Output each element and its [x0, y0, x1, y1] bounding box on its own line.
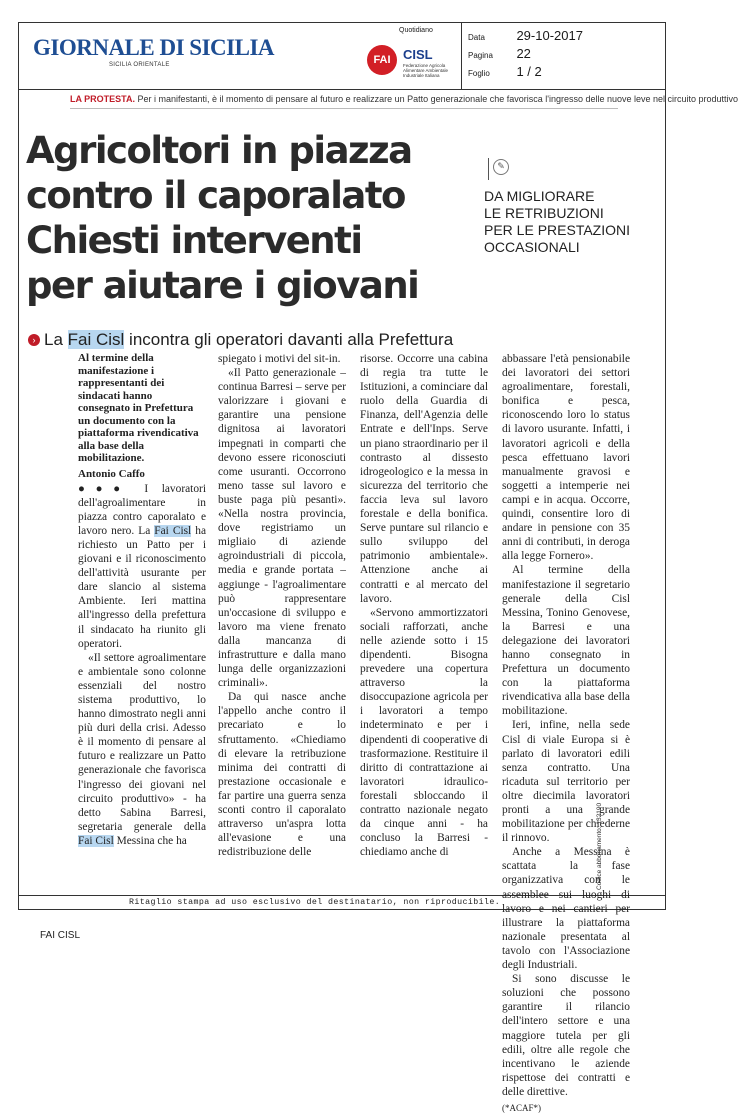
info-data-row [468, 27, 583, 45]
subhead-suffix: incontra gli operatori davanti alla Prefettura [124, 330, 454, 349]
data-label: Data [468, 33, 485, 42]
article-paragraph-4-cont: risorse. Occorre una cabina di regia tra tutte le Istituzioni, a cominciare dal ruolo della Guardia di Finanza, dell'Agenzia delle Entrate e dell'Inps. Serve un piano straordinario per il contrasto al dissesto idrogeologico e la messa in sicurezza del territorio che faccia leva sul lavoro forestale e della bonifica. Serve puntare sul rilancio e sullo sviluppo del patrimonio ambientale». Attenzione anche ai contratti e al mercato del lavoro. [360, 353, 488, 605]
masthead [19, 23, 665, 90]
quotidiano-label: Quotidiano [399, 27, 433, 34]
headline-line-1: Agricoltori in piazza [26, 129, 412, 172]
p1-text-b: ha richiesto un Patto per i giovani e il riconoscimento dell'attività usurante per dare slancio al sistema Ambiente. Ieri mattina all'ingresso della prefettura il sindacato ha riunito gli operatori. [78, 524, 207, 650]
newspaper-logo [33, 35, 274, 68]
subhead-highlight: Fai Cisl [67, 330, 125, 349]
data-value: 29-10-2017 [516, 28, 583, 43]
article-column-3 [360, 352, 488, 859]
paperclip-icon: ✎ [488, 158, 511, 180]
article-paragraph-2-cont: spiegato i motivi del sit-in. [218, 353, 341, 365]
side-note-line-1: DA MIGLIORARE [484, 188, 595, 204]
p2-text-a: «Il settore agroalimentare e ambientale sono colonne essenziali del nostro sistema produttivo, lo hanno dimostrato negli anni più duri della crisi. Adesso è il momento di pensare al futuro e realizzare un Patto generazionale che favorisca l'ingresso dei giovani nel circuito produttivo» - ha detto Sabina Barresi, segretaria generale della [78, 651, 206, 833]
subscription-code: Codice abbonamento: 132190 [596, 802, 603, 890]
subheadline [28, 330, 453, 350]
page-label: FAI CISL [40, 930, 81, 941]
article-paragraph-5-cont: abbassare l'età pensionabile dei lavoratori dei settori agroalimentare, forestali, bonifica e pesca, riconoscendo loro lo status di lavoro usurante. Infatti, i lavoratori agricoli e della pesca effettuano lavori manualmente gravosi e soggetti a intemperie nei campi e in acqua. Occorre, quindi, consentire loro di andare in pensione con 35 anni di contributi, in deroga alla legge Fornero». [502, 353, 630, 563]
category-label: LA PROTESTA. [70, 94, 135, 104]
article-paragraph-3: «Il Patto generazionale – continua Barresi – serve per valorizzare i giovani e garantire una pensione dignitosa ai lavoratori impegnati in comparti che devono essere riconosciuti come usuranti. Occorrono meno tasse sul lavoro e buste paga più pesanti». «Nella nostra provincia, dove registriamo un migliaio di aziende agroindustriali di piccola, media e grande portata – aggiunge - l'agroalimentare può rappresentare un'occasione di sviluppo e lavoro ma viene frenato dalla mancanza di infrastrutture e dalla mano lunga delle organizzazioni criminali». [218, 367, 346, 690]
article-paragraph-7: Ieri, infine, nella sede Cisl di viale Europa si è parlato di lavoratori edili senza contratto. Una ricaduta sul territorio per oltre diecimila lavoratori pronti a una grande mobilitazione per chiederne il rinnovo. [502, 719, 630, 845]
headline-line-4: per aiutare i giovani [26, 264, 419, 307]
article-paragraph-1 [78, 482, 206, 651]
article-column-2 [218, 352, 346, 859]
article-signature: (*ACAF*) [502, 1102, 542, 1113]
article-paragraph-6: Al termine della manifestazione il segretario generale della Cisl Messina, Tonino Genovese, la Barresi e una delegazione dei lavoratori hanno consegnato in Prefettura un documento con la piattaforma rivendicativa alla base della mobilitazione. [502, 564, 630, 718]
clipping-info-box [461, 23, 666, 89]
category-strip [70, 94, 738, 109]
chevron-right-icon: › [28, 334, 40, 346]
pagina-value: 22 [516, 46, 531, 61]
article-column-4 [502, 352, 630, 1115]
headline-line-2: contro il caporalato [26, 174, 405, 217]
side-note-line-4: OCCASIONALI [484, 239, 580, 255]
article-paragraph-9: Si sono discusse le soluzioni che possono garantire il rilancio dell'intero settore e una maggiore tutela per gli edili, oltre alle regole che incentivano le aziende rispettose dei contratti e delle direttive. [502, 973, 630, 1098]
side-note [484, 188, 644, 256]
fai-logo-icon: FAI [367, 45, 397, 75]
article-lead: Al termine della manifestazione i rappresentanti dei sindacati hanno consegnato in Prefettura un documento con la piattaforma rivendicativa alla base della mobilitazione. [78, 352, 199, 464]
headline [26, 128, 466, 308]
newspaper-edition: SICILIA ORIENTALE [109, 62, 170, 68]
headline-line-3: Chiesti interventi [26, 219, 362, 262]
foglio-label: Foglio [468, 69, 490, 78]
article-column-1 [78, 352, 206, 848]
p2-text-b: Messina che ha [113, 834, 187, 847]
p1-highlight: Fai Cisl [154, 524, 192, 537]
p1-text-a: I lavoratori dell'agroalimentare in piazza contro caporalato e lavoro nero. La [78, 482, 206, 537]
category-text: Per i manifestanti, è il momento di pensare al futuro e realizzare un Patto generazionale che favorisca l'ingresso delle nuove leve nel circuito produttivo [135, 94, 738, 104]
side-note-line-3: PER LE PRESTAZIONI [484, 222, 630, 238]
newspaper-name: GIORNALE DI SICILIA [33, 35, 275, 60]
subhead-prefix: La [44, 330, 68, 349]
article-paragraph-5: «Servono ammortizzatori sociali rafforzati, anche nelle aziende sotto i 15 dipendenti. Bisogna prevedere una copertura attraverso la disoccupazione agricola per i lavoratori a tempo indeterminato e per i dipendenti di cooperative di trasformazione. Restituire il diritto di contrattazione ai lavoratori idraulico-forestali sbloccando il contratto nazionale negato da cinque anni - ha concluso la Barresi - chiediamo anche di [360, 606, 488, 859]
article-paragraph-2 [78, 651, 206, 848]
info-foglio-row [468, 63, 542, 81]
p2-highlight: Fai Cisl [78, 834, 114, 847]
article-paragraph-8: Anche a Messina è scattata la fase organizzativa con le assemblee sui luoghi di lavoro e nei cantieri per illustrare la piattaforma nazionale presentata al tavolo con l'Associazione degli Industriali. [502, 846, 630, 972]
article-paragraph-4: Da qui nasce anche l'appello anche contro il precariato e lo sfruttamento. «Chiediamo di elevare la retribuzione minima dei contratti di prestazione occasionale e far partire una guerra senza sconti contro il caporalato attraverso un'aspra lotta all'evasione e una redistribuzione delle [218, 691, 346, 859]
pagina-label: Pagina [468, 51, 493, 60]
cisl-logo: CISL [403, 47, 433, 62]
disclaimer-text: Ritaglio stampa ad uso esclusivo del destinatario, non riproducibile. [129, 898, 501, 907]
foglio-value: 1 / 2 [516, 64, 542, 79]
side-note-line-2: LE RETRIBUZIONI [484, 205, 604, 221]
cisl-subtitle: Federazione Agricola Alimentare Ambientale Industriale Italiana [403, 63, 449, 78]
bullet-dots: ●●● [78, 482, 145, 495]
info-pagina-row [468, 45, 531, 63]
article-author: Antonio Caffo [78, 467, 145, 480]
